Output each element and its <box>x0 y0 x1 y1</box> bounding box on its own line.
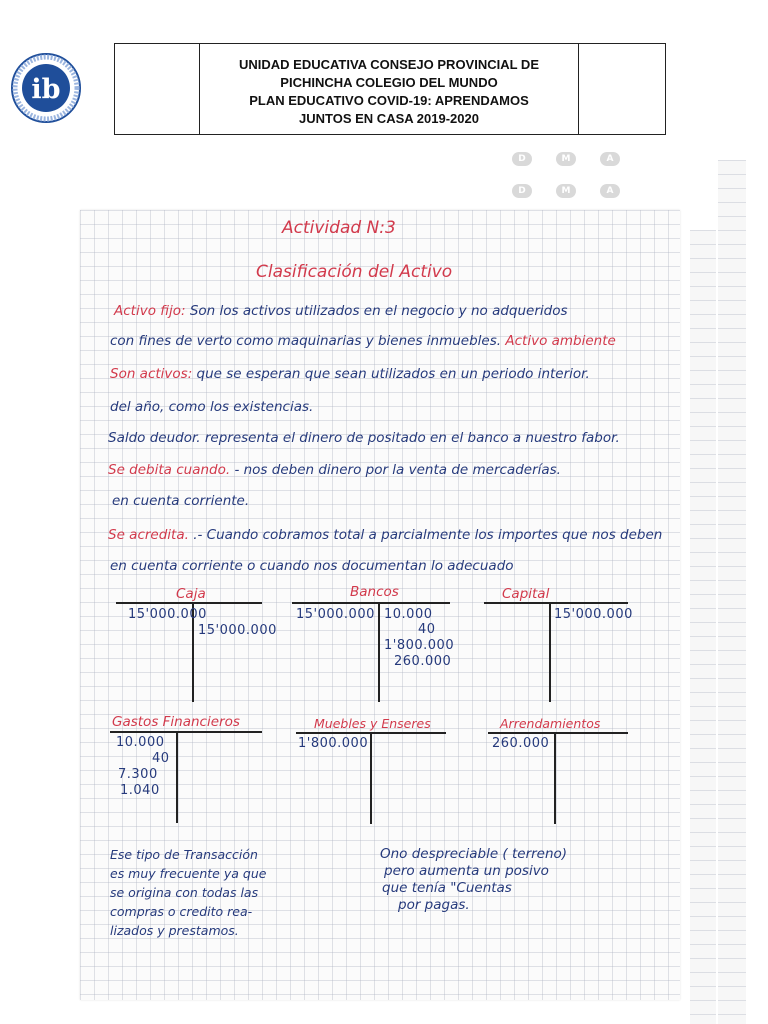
term-activo-fijo: Activo fijo: <box>114 303 186 319</box>
gastos-debit: 10.000 <box>116 735 165 750</box>
note-text: .- Cuando cobramos total a parcialmente los importes que nos deben <box>193 527 663 543</box>
footnote-line: que tenía "Cuentas <box>382 880 512 896</box>
t-account-bar <box>110 731 262 733</box>
bancos-credit: 40 <box>418 622 436 637</box>
header-cell-right <box>579 44 665 134</box>
note-text: que se esperan que sean utilizados en un periodo interior. <box>196 366 590 382</box>
account-title-bancos: Bancos <box>350 584 399 600</box>
dma-a: A <box>600 184 620 198</box>
account-title-muebles: Muebles y Enseres <box>314 716 431 731</box>
dma-d: D <box>512 184 532 198</box>
bancos-debit: 15'000.000 <box>296 607 375 622</box>
t-account-divider <box>549 602 551 702</box>
footnote-line: lizados y prestamos. <box>110 923 239 938</box>
header-line-1: UNIDAD EDUCATIVA CONSEJO PROVINCIAL DE <box>239 57 539 72</box>
account-title-gastos: Gastos Financieros <box>112 714 240 730</box>
paper-edge <box>718 160 746 1024</box>
activity-heading: Actividad N:3 <box>282 218 396 238</box>
caja-credit: 15'000.000 <box>198 623 277 638</box>
header-line-3: PLAN EDUCATIVO COVID-19: APRENDAMOS <box>249 93 529 108</box>
note-line-6 <box>108 462 561 478</box>
t-account-bar <box>484 602 628 604</box>
muebles-debit: 1'800.000 <box>298 736 369 751</box>
footnote-line: se origina con todas las <box>110 885 259 900</box>
note-line-3 <box>110 366 590 382</box>
header-line-2: PICHINCHA COLEGIO DEL MUNDO <box>280 75 498 90</box>
footnote-line: Ono despreciable ( terreno) <box>380 846 568 862</box>
dma-d: D <box>512 152 532 166</box>
t-account-divider <box>378 602 380 702</box>
note-line-9: en cuenta corriente o cuando nos documentan lo adecuado <box>110 558 514 574</box>
header-line-4: JUNTOS EN CASA 2019-2020 <box>299 111 479 126</box>
footnote-left <box>110 845 266 940</box>
footnote-line: pero aumenta un posivo <box>384 863 549 879</box>
footnote-line: por pagas. <box>398 897 470 913</box>
note-line-1 <box>114 303 568 319</box>
ib-logo-letters: ib <box>31 74 61 105</box>
account-title-capital: Capital <box>502 586 550 602</box>
note-line-5: Saldo deudor. representa el dinero de positado en el banco a nuestro fabor. <box>108 430 620 446</box>
term-se-acredita: Se acredita. <box>108 527 189 543</box>
t-account-bar <box>116 602 262 604</box>
term-se-debita: Se debita cuando. <box>108 462 231 478</box>
header-title <box>200 44 579 134</box>
t-account-divider <box>554 732 556 824</box>
dma-m: M <box>556 184 576 198</box>
term-son-activos: Son activos: <box>110 366 193 382</box>
t-account-bar <box>488 732 628 734</box>
bancos-credit: 1'800.000 <box>384 638 455 653</box>
caja-debit: 15'000.000 <box>128 607 207 622</box>
bancos-credit: 10.000 <box>384 607 433 622</box>
t-account-divider <box>370 732 372 824</box>
ib-logo-icon <box>10 52 82 124</box>
gastos-debit: 1.040 <box>120 783 160 798</box>
footnote-line: compras o credito rea- <box>110 904 253 919</box>
note-line-2 <box>110 333 616 349</box>
gastos-debit: 7.300 <box>118 767 158 782</box>
footnote-line: es muy frecuente ya que <box>110 866 267 881</box>
note-line-8 <box>108 527 662 543</box>
header-table <box>114 43 666 135</box>
note-line-4: del año, como los existencias. <box>110 399 314 415</box>
capital-credit: 15'000.000 <box>554 607 633 622</box>
footnote-right <box>380 846 567 914</box>
dma-marks-top <box>512 152 644 166</box>
t-account-bar <box>292 602 450 604</box>
account-title-caja: Caja <box>176 586 206 602</box>
section-title: Clasificación del Activo <box>256 262 453 282</box>
footnote-line: Ese tipo de Transacción <box>110 847 258 862</box>
term-activo-ambiente: Activo ambiente <box>505 333 616 349</box>
dma-m: M <box>556 152 576 166</box>
note-text: - nos deben dinero por la venta de mercaderías. <box>234 462 561 478</box>
bancos-credit: 260.000 <box>394 654 452 669</box>
paper-edge <box>690 230 716 1024</box>
header-cell-left <box>115 44 200 134</box>
dma-a: A <box>600 152 620 166</box>
t-account-divider <box>176 731 178 823</box>
account-title-arrendamientos: Arrendamientos <box>500 716 601 731</box>
dma-marks-bottom <box>512 184 644 198</box>
gastos-debit: 40 <box>152 751 170 766</box>
note-line-7: en cuenta corriente. <box>112 493 250 509</box>
note-text: con fines de verto como maquinarias y bienes inmuebles. <box>110 333 502 349</box>
note-text: Son los activos utilizados en el negocio y no adqueridos <box>189 303 568 319</box>
arrendamientos-debit: 260.000 <box>492 736 550 751</box>
